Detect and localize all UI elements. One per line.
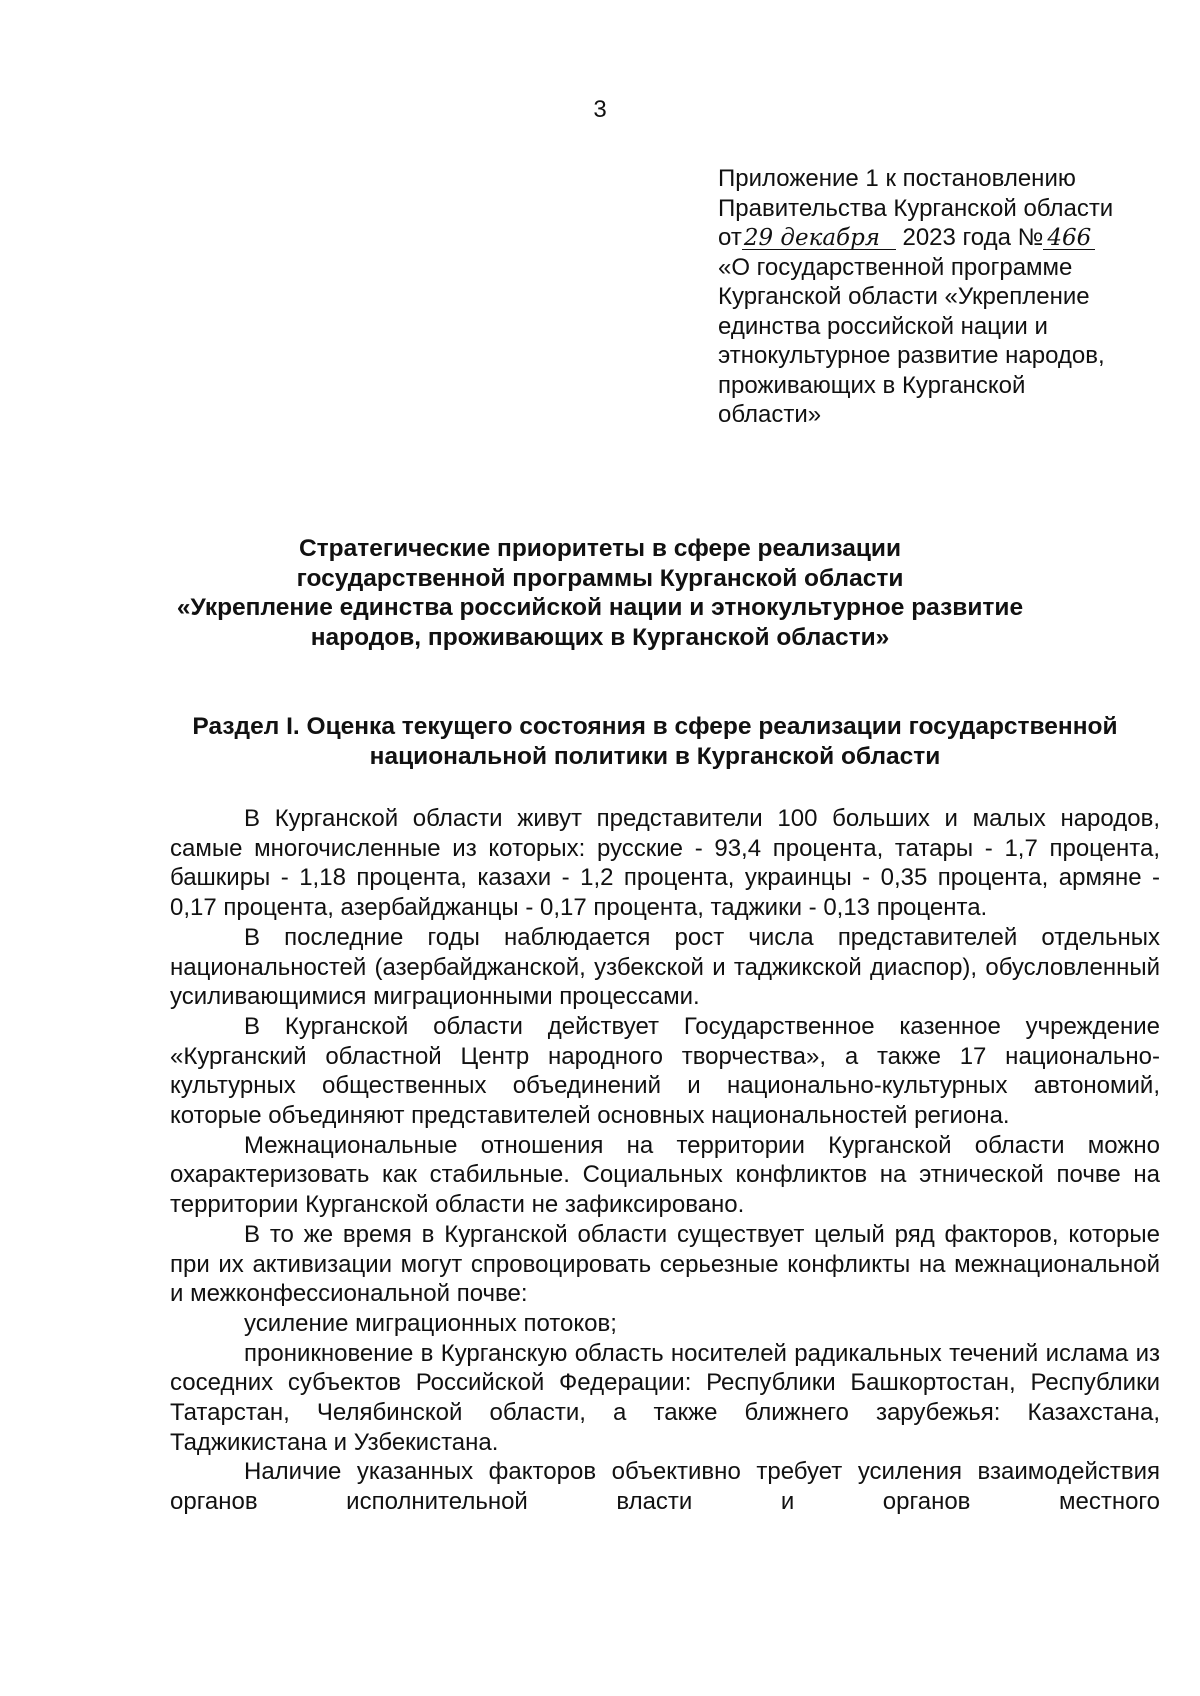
appendix-line-6: единства российской нации и — [718, 312, 1048, 340]
appendix-line-4: «О государственной программе — [718, 253, 1073, 281]
paragraph: усиление миграционных потоков; — [244, 1309, 617, 1337]
section-line-2: национальной политики в Курганской области — [369, 742, 941, 770]
appendix-line-9: области» — [718, 401, 822, 428]
paragraph: проникновение в Курганскую область носителей радикальных течений ислама из соседних субъектов Российской Федерации: Республики Башкортостан, Республики Татарстан, Челябинской области, а также ближнего зарубежья: Казахстана, Таджикистана и Узбекистана. — [170, 1339, 1160, 1456]
appendix-year-text: 2023 года № — [902, 224, 1044, 251]
title-line-3: «Укрепление единства российской нации и этнокультурное развитие — [176, 594, 1024, 621]
paragraph: В то же время в Курганской области существует целый ряд факторов, которые при их активизации могут спровоцировать серьезные конфликты на межнациональной и межконфессиональной почве: — [170, 1220, 1160, 1308]
paragraph: В последние годы наблюдается рост числа представителей отдельных национальностей (азербайджанской, узбекской и таджикской диаспор), обусловленный усиливающимися миграционными процессами. — [170, 923, 1160, 1011]
page-number: 3 — [593, 96, 607, 123]
paragraph: Наличие указанных факторов объективно требует усиления взаимодействия органов исполнительной власти и органов местного — [170, 1458, 1160, 1516]
section-line-1: Раздел I. Оценка текущего состояния в сфере реализации государственной — [192, 713, 1118, 740]
paragraph: В Курганской области живут представители 100 больших и малых народов, самые многочисленные из которых: русские - 93,4 процента, татары - 1,7 процента, башкиры - 1,18 процента, казахи - 1,2 процента, украинцы - 0,35 процента, армяне - 0,17 процента, азербайджанцы - 0,17 процента, таджики - 0,13 процента. — [170, 805, 1160, 922]
appendix-line-2: Правительства Курганской области — [718, 194, 1114, 222]
appendix-line-8: проживающих в Курганской — [718, 371, 1026, 399]
appendix-line-5: Курганской области «Укрепление — [718, 283, 1090, 310]
document-title — [150, 534, 1050, 652]
title-line-1: Стратегические приоритеты в сфере реализации — [298, 535, 902, 562]
paragraph: В Курганской области действует Государственное казенное учреждение «Курганский областной Центр народного творчества», а также 17 национально-культурных общественных объединений и национально-культурных автономий, которые объединяют представителей основных национальностей региона. — [170, 1012, 1160, 1130]
title-line-2: государственной программы Курганской области — [296, 564, 904, 592]
appendix-header — [718, 164, 1158, 430]
appendix-line-7: этнокультурное развитие народов, — [718, 342, 1105, 369]
appendix-date-line — [718, 223, 1158, 253]
handwritten-number: 466 — [1043, 227, 1095, 250]
title-line-4: народов, проживающих в Курганской области» — [310, 623, 890, 651]
handwritten-date: 29 декабря — [742, 227, 896, 250]
paragraph: Межнациональные отношения на территории Курганской области можно охарактеризовать как стабильные. Социальных конфликтов на этнической почве на территории Курганской области не зафиксировано. — [170, 1131, 1160, 1219]
body-text — [170, 804, 1160, 1517]
section-heading — [150, 712, 1160, 771]
appendix-line-1: Приложение 1 к постановлению — [718, 165, 1076, 192]
appendix-date-prefix: от — [718, 224, 742, 251]
